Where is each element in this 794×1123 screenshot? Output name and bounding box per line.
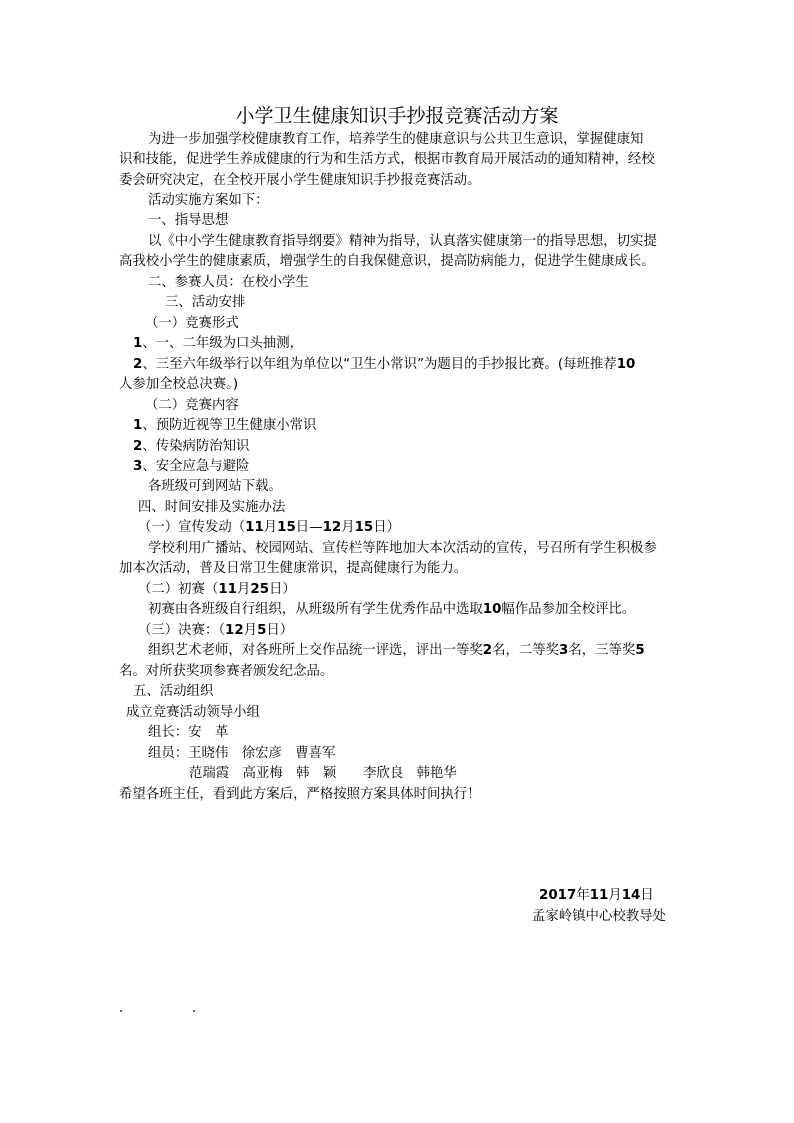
intro-line: 委会研究决定，在全校开展小学生健康知识手抄报竞赛活动。 (119, 173, 481, 188)
section-heading: 三、活动安排 (165, 295, 246, 310)
section-heading: 一、指导思想 (148, 213, 229, 228)
section-heading: 四、时间安排及实施办法 (138, 500, 286, 515)
signature-date: 2017年11月14日 (539, 888, 654, 903)
subsection-heading: （二）竞赛内容 (145, 398, 239, 413)
intro-line: 识和技能，促进学生养成健康的行为和生活方式，根据市教育局开展活动的通知精神，经校 (119, 152, 655, 167)
section-text: 加本次活动，普及日常卫生健康常识，提高健康行为能力。 (119, 561, 468, 576)
footer-dot (120, 1010, 122, 1012)
members-line: 范瑞霞 高亚梅 韩 颖 李欣良 韩艳华 (189, 766, 457, 781)
note-text: 各班级可到网站下载。 (148, 479, 282, 494)
list-item: 2、三至六年级举行以年组为单位以“卫生小常识”为题目的手抄报比赛。(每班推荐10 (133, 357, 636, 372)
leader-line: 组长：安 革 (148, 725, 229, 740)
subsection-heading: （一）宣传发动（11月15日—12月15日） (138, 520, 401, 535)
section-text: 以《中小学生健康教育指导纲要》精神为指导，认真落实健康第一的指导思想，切实提 (148, 234, 657, 249)
section-text: 高我校小学生的健康素质，增强学生的自我保健意识，提高防病能力，促进学生健康成长。 (119, 254, 655, 269)
list-item-continued: 人参加全校总决赛。) (119, 377, 239, 392)
section-text: 初赛由各班级自行组织，从班级所有学生优秀作品中选取10幅作品参加全校评比。 (148, 602, 636, 617)
intro-line: 为进一步加强学校健康教育工作，培养学生的健康意识与公共卫生意识，掌握健康知 (148, 132, 644, 147)
section-heading: 二、参赛人员：在校小学生 (148, 275, 309, 290)
signature-org: 孟家岭镇中心校教导处 (532, 909, 666, 924)
section-heading: 五、活动组织 (133, 684, 214, 699)
subsection-heading: （一）竞赛形式 (145, 316, 239, 331)
subsection-heading: （二）初赛（11月25日） (138, 582, 296, 597)
members-line: 组员：王晓伟 徐宏彦 曹喜军 (148, 746, 336, 761)
section-text: 名。对所获奖项参赛者颁发纪念品。 (119, 664, 334, 679)
section-text: 组织艺术老师，对各班所上交作品统一评选，评出一等奖2名，二等奖3名，三等奖5 (148, 643, 645, 658)
list-item: 1、一、二年级为口头抽测， (133, 336, 304, 351)
list-item: 1、预防近视等卫生健康小常识 (133, 418, 317, 433)
list-item: 3、安全应急与避险 (133, 459, 250, 474)
document-title: 小学卫生健康知识手抄报竞赛活动方案 (235, 105, 559, 127)
plan-intro: 活动实施方案如下： (148, 193, 269, 208)
section-text: 学校利用广播站、校园网站、宣传栏等阵地加大本次活动的宣传，号召所有学生积极参 (148, 541, 657, 556)
subsection-heading: （三）决赛：（12月5日） (138, 623, 294, 638)
closing-line: 希望各班主任，看到此方案后，严格按照方案具体时间执行！ (119, 787, 481, 802)
section-text: 成立竞赛活动领导小组 (126, 705, 260, 720)
list-item: 2、传染病防治知识 (133, 439, 250, 454)
footer-dot (193, 1010, 195, 1012)
